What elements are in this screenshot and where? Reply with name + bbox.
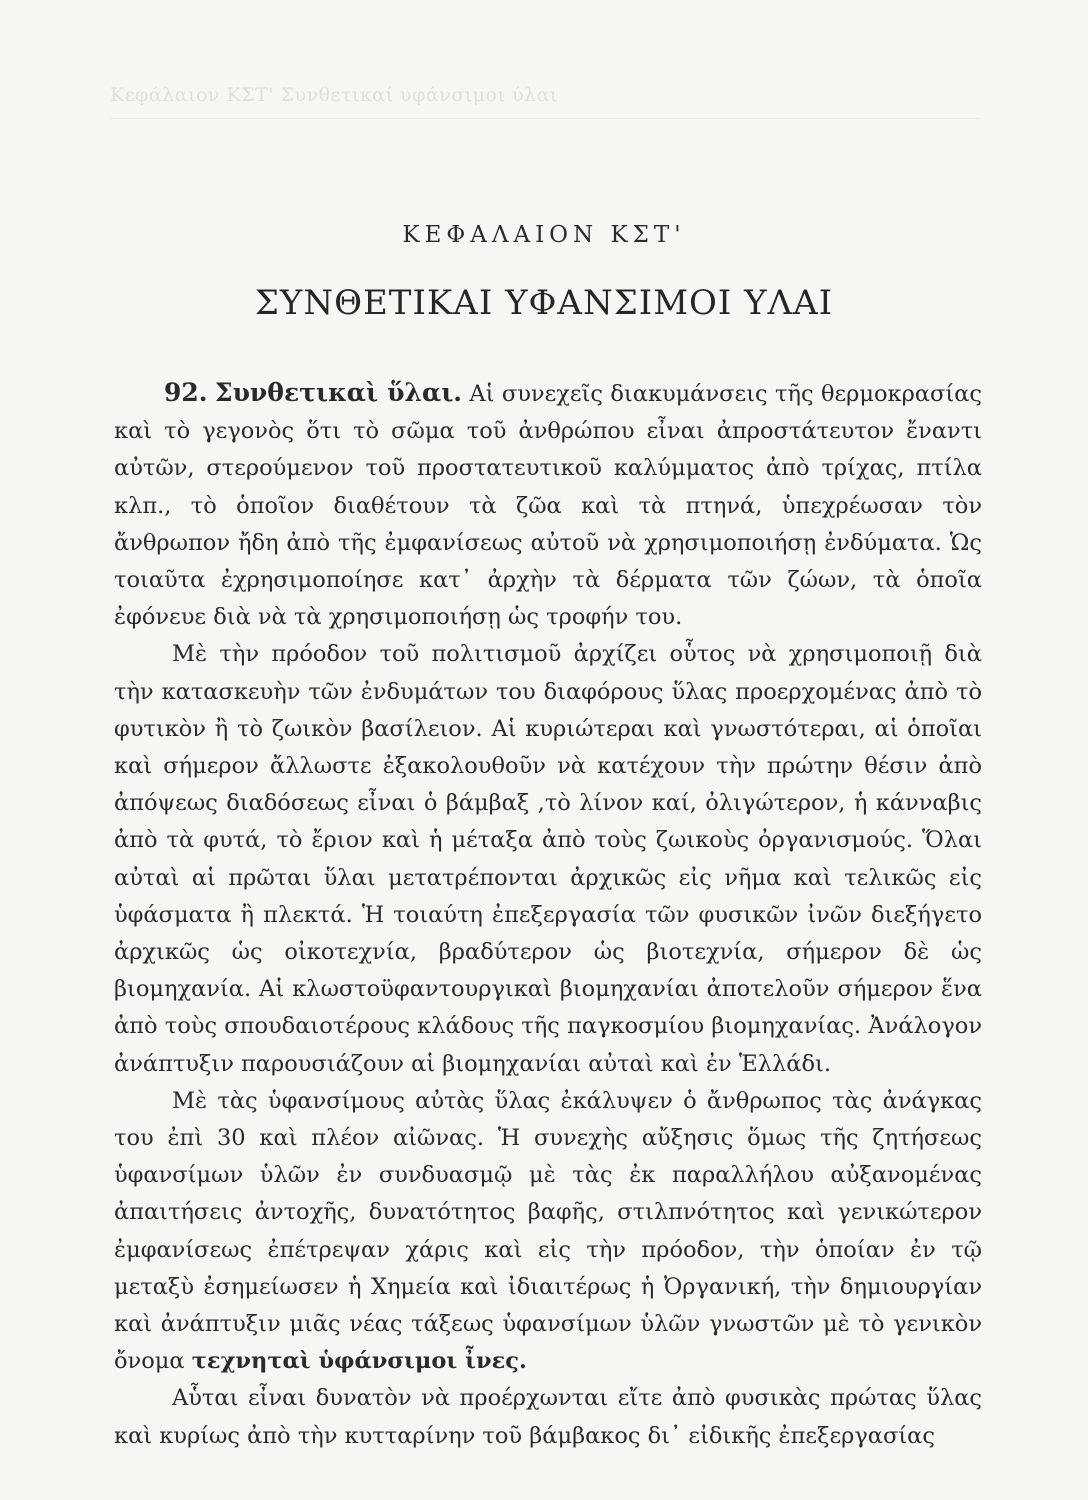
chapter-number: ΚΕΦΑΛΑΙΟΝ ΚΣΤ' xyxy=(402,222,686,248)
section-title: Συνθετικαὶ ὕλαι. xyxy=(214,378,463,407)
bleed-through-header: Κεφάλαιον ΚΣΤ' Συνθετικαί υφάνσιμοι ύλαι xyxy=(110,84,980,119)
chapter-title: ΣΥΝΘΕΤΙΚΑΙ ΥΦΑΝΣΙΜΟΙ ΥΛΑΙ xyxy=(254,283,834,323)
paragraph-3-text: Μὲ τὰς ὑφανσίμους αὐτὰς ὕλας ἐκάλυψεν ὁ ἄνθρωπος τὰς ἀνάγκας του ἐπὶ 30 καὶ πλέον αἰῶνας. Ἡ συνεχὴς αὔξησις ὅμως τῆς ζητήσεως ὑφανσίμων ὑλῶν ἐν συνδυασμῷ μὲ τὰς ἐκ παραλλήλου αὐξανομένας ἀπαιτήσεις ἀντοχῆς, δυνατότητος βαφῆς, στιλπνότητος καὶ γενικώτερον ἐμφανίσεως ἐπέτρεψαν χάρις καὶ εἰς τὴν πρόοδον, τὴν ὁποίαν ἐν τῷ μεταξὺ ἐσημείωσεν ἡ Χημεία καὶ ἰδιαιτέρως ἡ Ὀργανική, τὴν δημιουργίαν καὶ ἀνάπτυξιν μιᾶς νέας τάξεως ὑφανσίμων ὑλῶν γνωστῶν μὲ τὸ γενικὸν ὄνομα xyxy=(114,1087,982,1375)
section-number: 92. xyxy=(164,378,208,407)
paragraph-2: Μὲ τὴν πρόοδον τοῦ πολιτισμοῦ ἀρχίζει οὗτος νὰ χρησιμοποιῇ διὰ τὴν κατασκευὴν τῶν ἐνδυμάτων του διαφόρους ὕλας προερχομένας ἀπὸ τὸ φυτικὸν ἢ τὸ ζωικὸν βασίλειον. Αἱ κυριώτεραι καὶ γνωστότεραι, αἱ ὁποῖαι καὶ σήμερον ἄλλωστε ἐξακολουθοῦν νὰ κατέχουν τὴν πρώτην θέσιν ἀπὸ ἀπόψεως διαδόσεως εἶναι ὁ βάμβαξ ,τὸ λίνον καί, ὀλιγώτερον, ἡ κάνναβις ἀπὸ τὰ φυτά, τὸ ἔριον καὶ ἡ μέταξα ἀπὸ τοὺς ζωικοὺς ὀργανισμούς. Ὅλαι αὐταὶ αἱ πρῶται ὕλαι μετατρέπονται ἀρχικῶς εἰς νῆμα καὶ τελικῶς εἰς ὑφάσματα ἢ πλεκτά. Ἡ τοιαύτη ἐπεξεργασία τῶν φυσικῶν ἰνῶν διεξήγετο ἀρχικῶς ὡς οἰκοτεχνία, βραδύτερον ὡς βιοτεχνία, σήμερον δὲ ὡς βιομηχανία. Αἱ κλωστοϋφαντουργικαὶ βιομηχανίαι ἀποτελοῦν σήμερον ἕνα ἀπὸ τοὺς σπουδαιοτέρους κλάδους τῆς παγκοσμίου βιομηχανίας. Ἀνάλογον ἀνάπτυξιν παρουσιάζουν αἱ βιομηχανίαι αὐταὶ καὶ ἐν Ἑλλάδι. xyxy=(114,641,982,1077)
key-term: τεχνηταὶ ὑφάνσιμοι ἶνες. xyxy=(191,1348,527,1375)
paragraph-3 xyxy=(114,1083,982,1381)
paragraph-1 xyxy=(114,374,982,636)
body-text xyxy=(114,374,982,1455)
paragraph-4: Αὗται εἶναι δυνατὸν νὰ προέρχωνται εἴτε ἀπὸ φυσικὰς πρώτας ὕλας καὶ κυρίως ἀπὸ τὴν κυτταρίνην τοῦ βάμβακος δι᾽ εἰδικῆς ἐπεξεργασίας xyxy=(114,1385,982,1449)
paragraph-1-text: Αἱ συνεχεῖς διακυμάνσεις τῆς θερμοκρασίας καὶ τὸ γεγονὸς ὅτι τὸ σῶμα τοῦ ἀνθρώπου εἶναι ἀπροστάτευτον ἔναντι αὐτῶν, στερούμενον τοῦ προστατευτικοῦ καλύμματος ἀπὸ τρίχας, πτίλα κλπ., τὸ ὁποῖον διαθέτουν τὰ ζῶα καὶ τὰ πτηνά, ὑπεχρέωσαν τὸν ἄνθρωπον ἤδη ἀπὸ τῆς ἐμφανίσεως αὐτοῦ νὰ χρησιμοποιήσῃ ἐνδύματα. Ὡς τοιαῦτα ἐχρησιμοποίησε κατ᾽ ἀρχὴν τὰ δέρματα τῶν ζώων, τὰ ὁποῖα ἐφόνευε διὰ νὰ τὰ χρησιμοποιήσῃ ὡς τροφήν του. xyxy=(114,381,983,631)
